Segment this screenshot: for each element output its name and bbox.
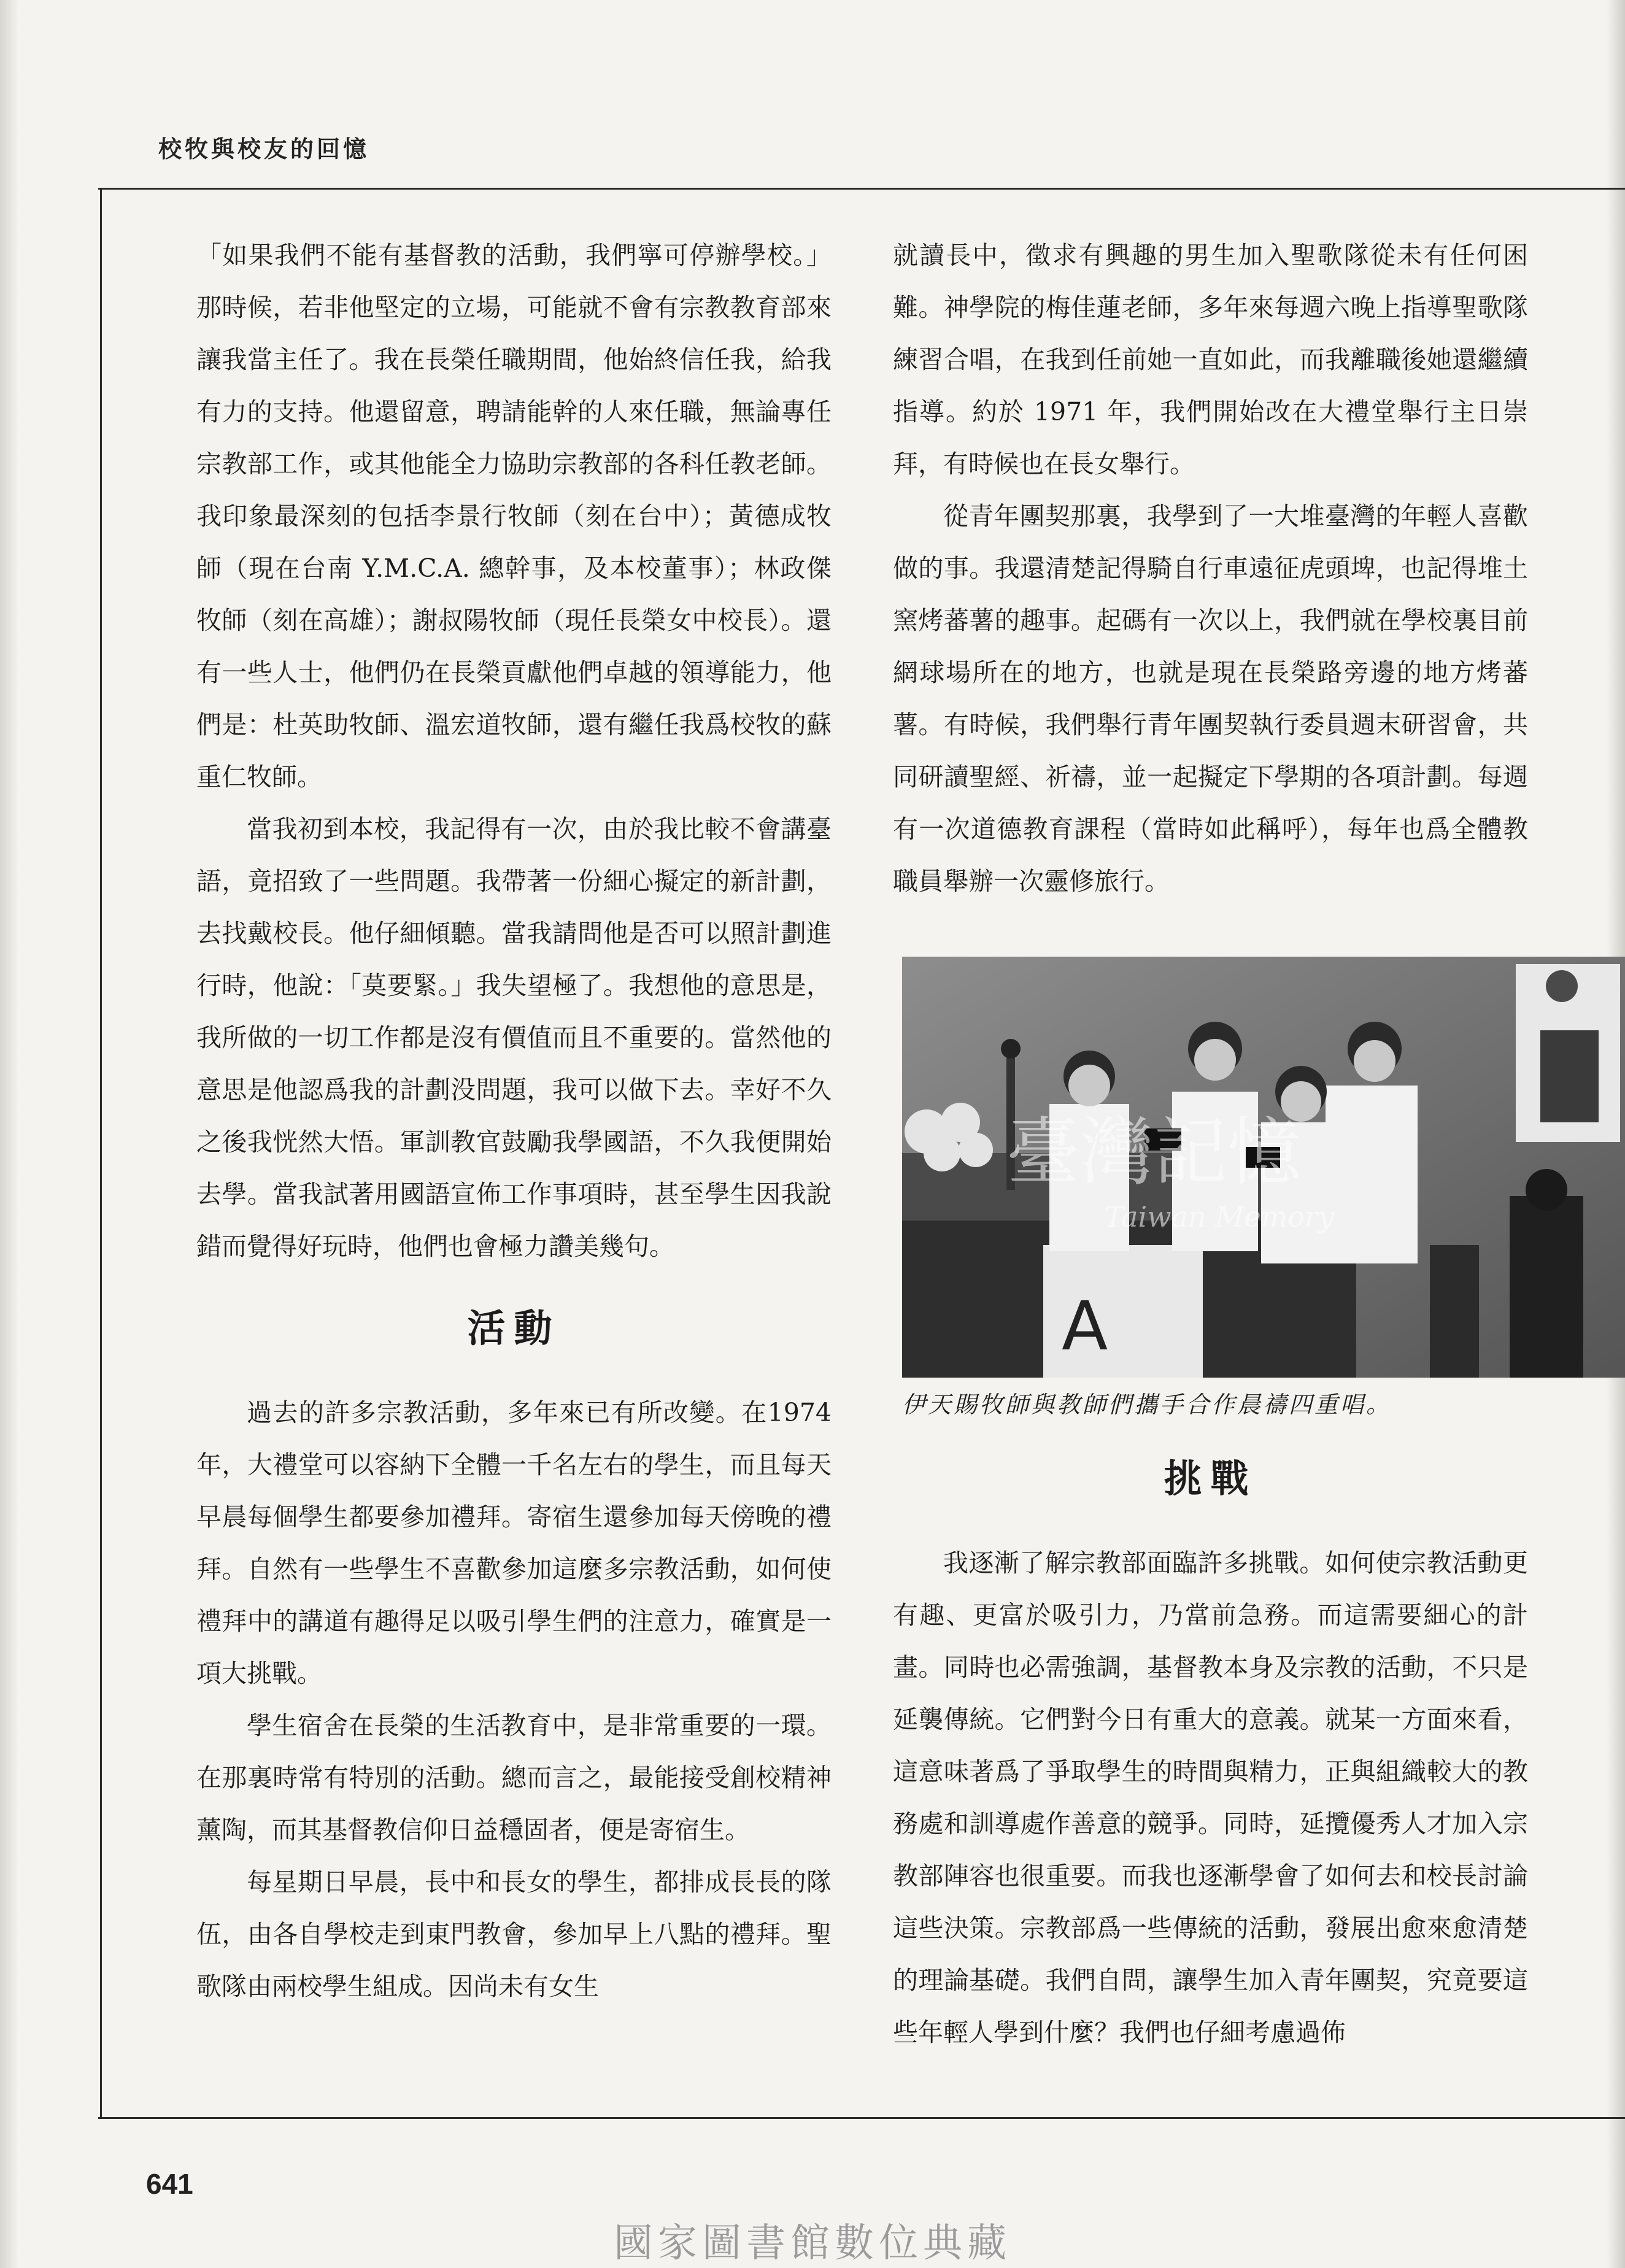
paragraph: 就讀長中，徵求有興趣的男生加入聖歌隊從未有任何困難。神學院的梅佳蓮老師，多年來每週六晚上指導聖歌隊練習合唱，在我到任前她一直如此，而我離職後她還繼續指導。約於 1971 年，我們開始改在大禮堂舉行主日崇拜，有時候也在長女舉行。 <box>893 241 1528 479</box>
paragraph: 學生宿舍在長榮的生活教育中，是非常重要的一環。在那裏時常有特別的活動。總而言之，最能接受創校精神薰陶，而其基督教信仰日益穩固者，便是寄宿生。 <box>196 1711 832 1845</box>
paragraph: 「如果我們不能有基督教的活動，我們寧可停辦學校。」那時候，若非他堅定的立場，可能就不會有宗教教育部來讓我當主任了。我在長榮任職期間，他始終信任我，給我有力的支持。他還留意，聘請能幹的人來任職，無論專任宗教部工作，或其他能全力協助宗教部的各科任教老師。我印象最深刻的包括李景行牧師（刻在台中）；黃德成牧師（現在台南 Y.M.C.A. 總幹事，及本校董事）；林政傑牧師（刻在高雄）；謝叔陽牧師（現任長榮女中校長）。還有一些人士，他們仍在長榮貢獻他們卓越的領導能力，他們是：杜英助牧師、溫宏道牧師，還有繼任我爲校牧的蘇重仁牧師。 <box>196 241 832 792</box>
page-number: 641 <box>146 2168 193 2200</box>
photo-figure <box>902 957 1625 1423</box>
running-head: 校牧與校友的回憶 <box>158 136 370 163</box>
section-heading-activities: 活動 <box>467 1306 561 1351</box>
right-column <box>893 230 1528 2059</box>
bottom-rule <box>98 2117 1625 2119</box>
photo-caption: 伊天賜牧師與教師們攜手合作晨禱四重唱。 <box>902 1391 1392 1418</box>
svg-text:A: A <box>1062 1287 1108 1365</box>
paragraph: 每星期日早晨，長中和長女的學生，都排成長長的隊伍，由各自學校走到東門教會，參加早上八點的禮拜。聖歌隊由兩校學生組成。因尚未有女生 <box>196 1867 832 2001</box>
paragraph: 過去的許多宗教活動，多年來已有所改變。在1974年，大禮堂可以容納下全體一千名左右的學生，而且每天早晨每個學生都要參加禮拜。寄宿生還參加每天傍晚的禮拜。自然有一些學生不喜歡參加這麼多宗教活動，如何使禮拜中的講道有趣得足以吸引學生們的注意力，確實是一項大挑戰。 <box>196 1398 832 1688</box>
paragraph: 我逐漸了解宗教部面臨許多挑戰。如何使宗教活動更有趣、更富於吸引力，乃當前急務。而這需要細心的計畫。同時也必需強調，基督教本身及宗教的活動，不只是延襲傳統。它們對今日有重大的意義。就某一方面來看，這意味著爲了爭取學生的時間與精力，正與組織較大的教務處和訓導處作善意的競爭。同時，延攬優秀人才加入宗教部陣容也很重要。而我也逐漸學會了如何去和校長討論這些決策。宗教部爲一些傳統的活動，發展出愈來愈清楚的理論基礎。我們自問，讓學生加入青年團契，究竟要這些年輕人學到什麼？我們也仔細考慮過佈 <box>893 1548 1528 2047</box>
top-rule <box>98 188 1625 190</box>
scan-edge-left <box>0 0 18 2268</box>
left-column <box>196 230 832 2013</box>
watermark-text-en: Taiwan Memory <box>1105 1200 1334 1233</box>
paragraph: 當我初到本校，我記得有一次，由於我比較不會講臺語，竟招致了一些問題。我帶著一份細心擬定的新計劃，去找戴校長。他仔細傾聽。當我請問他是否可以照計劃進行時，他說：「莫要緊。」我失望極了。我想他的意思是，我所做的一切工作都是沒有價值而且不重要的。當然他的意思是他認爲我的計劃没問題，我可以做下去。幸好不久之後我恍然大悟。軍訓教官鼓勵我學國語，不久我便開始去學。當我試著用國語宣佈工作事項時，甚至學生因我說錯而覺得好玩時，他們也會極力讚美幾句。 <box>196 814 832 1261</box>
section-heading-challenges: 挑戰 <box>1164 1456 1257 1501</box>
quartet-photo <box>902 957 1625 1378</box>
left-rule <box>100 188 102 2118</box>
paragraph: 從青年團契那裏，我學到了一大堆臺灣的年輕人喜歡做的事。我還清楚記得騎自行車遠征虎頭埤，也記得堆土窯烤蕃薯的趣事。起碼有一次以上，我們就在學校裏目前網球場所在的地方，也就是現在長榮路旁邊的地方烤蕃薯。有時候，我們舉行青年團契執行委員週末研習會，共同研讀聖經、祈禱，並一起擬定下學期的各項計劃。每週有一次道德教育課程（當時如此稱呼），每年也爲全體教職員舉辦一次靈修旅行。 <box>893 501 1528 896</box>
archive-footer-mark: 國家圖書館數位典藏 <box>614 2221 1011 2266</box>
watermark-text: 臺灣記憶 <box>1006 1110 1301 1195</box>
